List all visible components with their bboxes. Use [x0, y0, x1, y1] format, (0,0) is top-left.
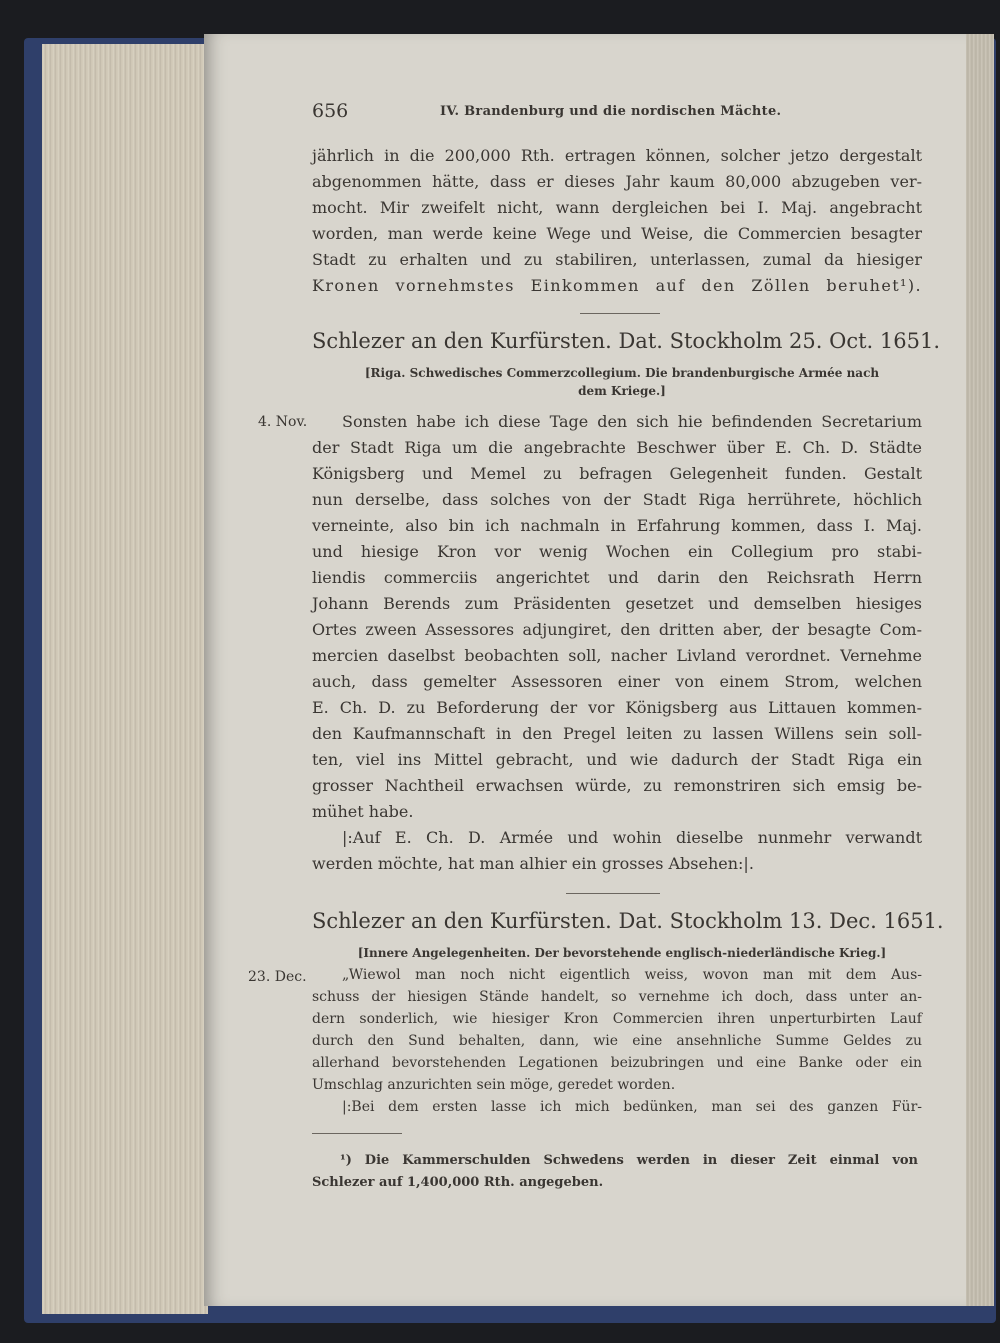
text-line: Stadt zu erhalten und zu stabiliren, unterlassen, zumal da hiesiger	[312, 250, 922, 269]
text-line: mocht. Mir zweifelt nicht, wann dergleichen bei I. Maj. angebracht	[312, 198, 922, 217]
letter-2-heading: Schlezer an den Kurfürsten. Dat. Stockholm 13. Dec. 1651.	[312, 909, 944, 933]
text-line: Johann Berends zum Präsidenten gesetzet und demselben hiesiges	[312, 594, 922, 613]
page-edges-right	[966, 34, 994, 1306]
text-line: dern sonderlich, wie hiesiger Kron Commercien ihren unperturbirten Lauf	[312, 1011, 922, 1027]
text-line: der Stadt Riga um die angebrachte Beschwer über E. Ch. D. Städte	[312, 438, 922, 457]
text-line: mühet habe.	[312, 802, 414, 821]
text-line: liendis commerciis angerichtet und darin den Reichsrath Herrn	[312, 568, 922, 587]
text-line: und hiesige Kron vor wenig Wochen ein Collegium pro stabi-	[312, 542, 922, 561]
text-line: |:Bei dem ersten lasse ich mich bedünken, man sei des ganzen Für-	[342, 1099, 922, 1115]
margin-date-letter-2: 23. Dec.	[248, 969, 307, 985]
footnote	[312, 1150, 918, 1194]
margin-date-letter-1: 4. Nov.	[258, 414, 308, 430]
text-line: „Wiewol man noch nicht eigentlich weiss, wovon man mit dem Aus-	[342, 967, 922, 983]
section-top	[312, 143, 922, 299]
letter-1-summary-line-2: dem Kriege.]	[578, 384, 666, 398]
letter-1-summary	[322, 364, 922, 400]
text-line: verneinte, also bin ich nachmaln in Erfahrung kommen, dass I. Maj.	[312, 516, 922, 535]
text-line: abgenommen hätte, dass er dieses Jahr kaum 80,000 abzugeben ver-	[312, 172, 922, 191]
text-line: |:Auf E. Ch. D. Armée und wohin dieselbe nunmehr verwandt	[342, 828, 922, 847]
text-line: Kronen vornehmstes Einkommen auf den Zöllen beruhet¹).	[312, 276, 922, 295]
text-line: Königsberg und Memel zu befragen Gelegenheit funden. Gestalt	[312, 464, 922, 483]
letter-1-heading: Schlezer an den Kurfürsten. Dat. Stockholm 25. Oct. 1651.	[312, 329, 940, 353]
text-line: werden möchte, hat man alhier ein grosses Absehen:|.	[312, 854, 754, 873]
text-line: ten, viel ins Mittel gebracht, und wie dadurch der Stadt Riga ein	[312, 750, 922, 769]
footnote-rule	[312, 1133, 402, 1134]
page-number: 656	[312, 100, 349, 122]
running-head	[312, 100, 922, 130]
text-line: auch, dass gemelter Assessoren einer von einem Strom, welchen	[312, 672, 922, 691]
running-title: IV. Brandenburg und die nordischen Mächte.	[440, 104, 782, 119]
letter-2-summary: [Innere Angelegenheiten. Der bevorstehende englisch-niederländische Krieg.]	[357, 946, 887, 960]
page-edges-left	[42, 44, 208, 1314]
text-line: Umschlag anzurichten sein möge, geredet worden.	[312, 1077, 676, 1093]
text-line: E. Ch. D. zu Beforderung der vor Königsberg aus Littauen kommen-	[312, 698, 922, 717]
letter-1-summary-line-1: [Riga. Schwedisches Commerzcollegium. Die brandenburgische Armée nach	[364, 366, 880, 380]
text-line: Sonsten habe ich diese Tage den sich hie befindenden Secretarium	[342, 412, 922, 431]
text-line: worden, man werde keine Wege und Weise, die Commercien besagter	[312, 224, 922, 243]
text-line: Ortes zween Assessores adjungiret, den dritten aber, der besagte Com-	[312, 620, 922, 639]
text-line: durch den Sund behalten, dann, wie eine ansehnliche Summe Geldes zu	[312, 1033, 922, 1049]
section-divider	[580, 313, 660, 314]
letter-2-body	[312, 964, 922, 1118]
text-line: allerhand bevorstehenden Legationen beizubringen und eine Banke oder ein	[312, 1055, 922, 1071]
text-line: schuss der hiesigen Stände handelt, so vernehme ich doch, dass unter an-	[312, 989, 922, 1005]
text-line: den Kaufmannschaft in den Pregel leiten zu lassen Willens sein soll-	[312, 724, 922, 743]
text-line: mercien daselbst beobachten soll, nacher Livland verordnet. Vernehme	[312, 646, 922, 665]
letter-1-body	[312, 409, 922, 877]
footnote-line: Schlezer auf 1,400,000 Rth. angegeben.	[312, 1175, 604, 1190]
text-line: jährlich in die 200,000 Rth. ertragen können, solcher jetzo dergestalt	[312, 146, 922, 165]
text-line: grosser Nachtheil erwachsen würde, zu remonstriren sich emsig be-	[312, 776, 922, 795]
section-divider	[566, 893, 660, 894]
footnote-line: ¹) Die Kammerschulden Schwedens werden in dieser Zeit einmal von	[340, 1153, 918, 1168]
text-line: nun derselbe, dass solches von der Stadt Riga herrührete, höchlich	[312, 490, 922, 509]
